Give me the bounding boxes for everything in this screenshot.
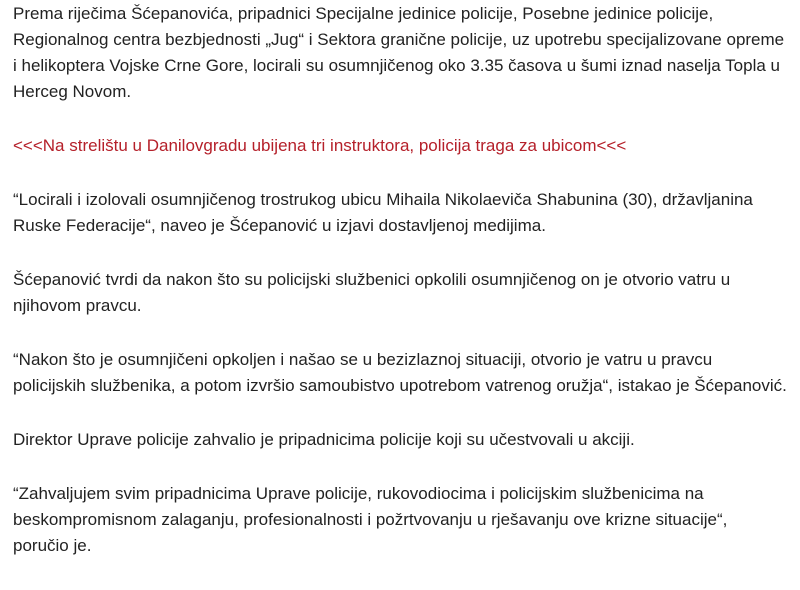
- article-paragraph: “Zahvaljujem svim pripadnicima Uprave policije, rukovodiocima i policijskim službenicima na beskompromisnom zalaganju, profesionalnosti i požrtvovanju u rješavanju ove krizne situacije“, poručio je.: [13, 484, 728, 555]
- article-paragraph: “Nakon što je osumnjičeni opkoljen i našao se u bezizlaznoj situaciji, otvorio je vatru u pravcu policijskih službenika, a potom izvršio samoubistvo upotrebom vatrenog oružja“, istakao je Šćepanović.: [13, 350, 787, 395]
- article-paragraph: Šćepanović tvrdi da nakon što su policijski službenici opkolili osumnjičenog on je otvorio vatru u njihovom pravcu.: [13, 270, 731, 315]
- article-paragraph: Direktor Uprave policije zahvalio je pripadnicima policije koji su učestvovali u akciji.: [13, 430, 635, 449]
- article-paragraph: Prema riječima Šćepanovića, pripadnici Specijalne jedinice policije, Posebne jedinice policije, Regionalnog centra bezbjednosti „Jug“ i Sektora granične policije, uz upotrebu specijalizovane opreme i helikoptera Vojske Crne Gore, locirali su osumnjičenog oko 3.35 časova u šumi iznad naselja Topla u Herceg Novom.: [13, 4, 785, 101]
- related-article-link[interactable]: <<<Na strelištu u Danilovgradu ubijena tri instruktora, policija traga za ubicom<<<: [13, 136, 627, 155]
- article-paragraph: “Locirali i izolovali osumnjičenog trostrukog ubicu Mihaila Nikolaeviča Shabunina (30), državljanina Ruske Federacije“, naveo je Šćepanović u izjavi dostavljenoj medijima.: [13, 190, 753, 235]
